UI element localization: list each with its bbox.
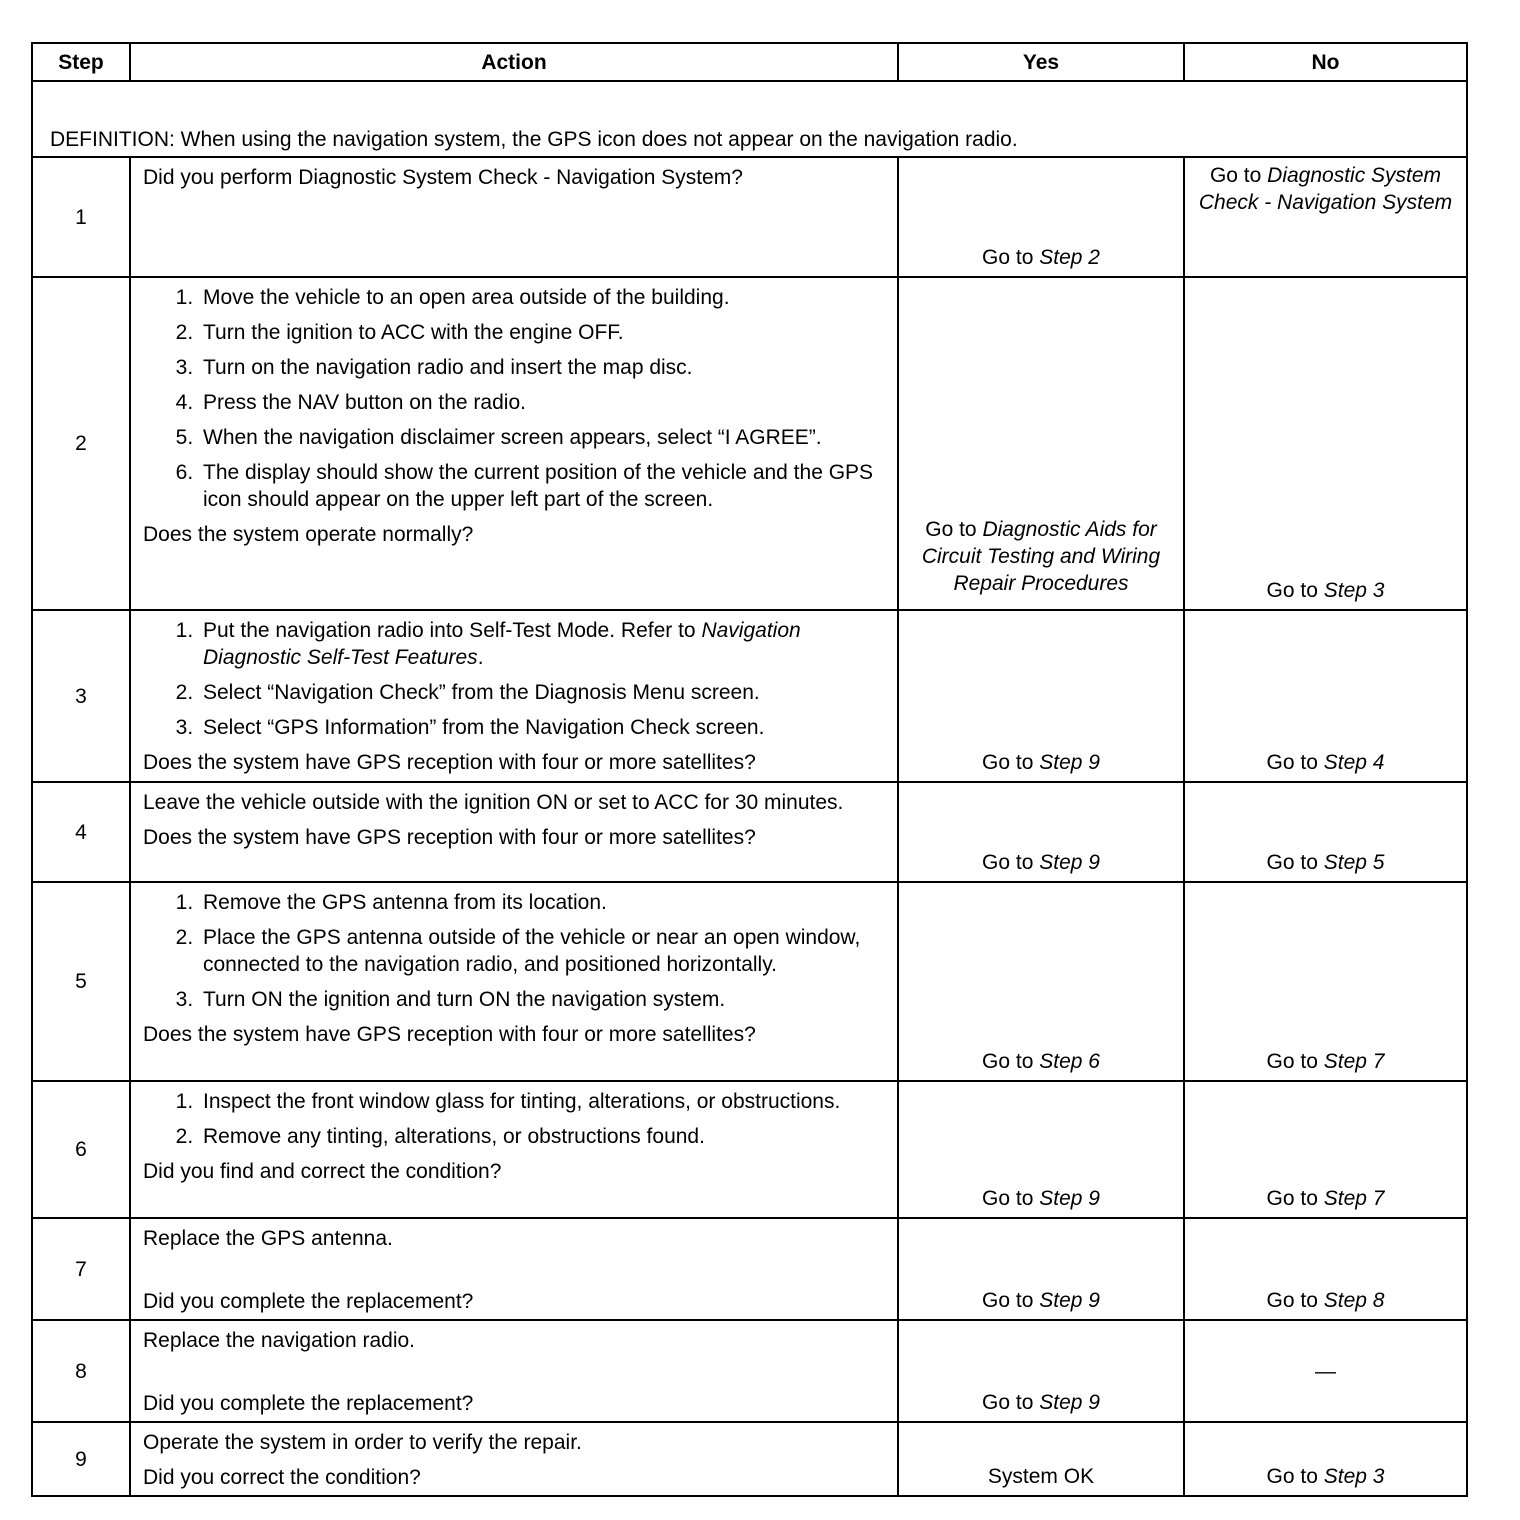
yes-cell: Go to Step 9 <box>898 1320 1184 1422</box>
step-question: Does the system have GPS reception with four or more satellites? <box>143 826 756 849</box>
action-cell <box>130 1081 898 1218</box>
step-row-9 <box>32 1422 1467 1496</box>
no-link[interactable]: Diagnostic System Check - Navigation System <box>1198 164 1453 214</box>
step-instruction: Replace the GPS antenna. <box>143 1227 393 1250</box>
yes-link[interactable]: Step 2 <box>1039 246 1100 269</box>
yes-cell: Go to Step 9 <box>898 610 1184 782</box>
yes-cell: Go to Diagnostic Aids for Circuit Testing and Wiring Repair Procedures <box>898 277 1184 610</box>
step-instruction: Leave the vehicle outside with the ignition ON or set to ACC for 30 minutes. <box>143 791 844 814</box>
step-row-5 <box>32 882 1467 1081</box>
action-cell <box>130 1218 898 1320</box>
yes-cell: Go to Step 9 <box>898 1218 1184 1320</box>
step-row-8 <box>32 1320 1467 1422</box>
step-row-1 <box>32 157 1467 277</box>
no-cell: Go to Diagnostic System Check - Navigation System <box>1184 157 1467 277</box>
definition-text: DEFINITION: When using the navigation system, the GPS icon does not appear on the navigation radio. <box>50 128 1018 151</box>
header-row <box>32 43 1467 81</box>
no-cell: Go to Step 3 <box>1184 277 1467 610</box>
header-action: Action <box>130 43 898 81</box>
step-row-7 <box>32 1218 1467 1320</box>
step-question: Does the system have GPS reception with four or more satellites? <box>143 751 756 774</box>
no-link[interactable]: Step 3 <box>1323 579 1385 602</box>
list-item: 1. Remove the GPS antenna from its location. <box>199 889 887 916</box>
list-item: 1. Move the vehicle to an open area outside of the building. <box>199 284 887 311</box>
header-step: Step <box>32 43 130 81</box>
step-row-3 <box>32 610 1467 782</box>
yes-link[interactable]: Step 9 <box>1039 1391 1100 1414</box>
action-cell <box>130 1422 898 1496</box>
step-row-2 <box>32 277 1467 610</box>
step-question: Does the system have GPS reception with four or more satellites? <box>143 1023 756 1046</box>
step-question: Does the system operate normally? <box>143 523 474 546</box>
action-cell <box>130 882 898 1081</box>
yes-cell: Go to Step 9 <box>898 1081 1184 1218</box>
action-cell <box>130 610 898 782</box>
step-number: 3 <box>32 610 130 782</box>
step-number: 5 <box>32 882 130 1081</box>
step-number: 8 <box>32 1320 130 1422</box>
step-row-6 <box>32 1081 1467 1218</box>
list-item: 2. Select “Navigation Check” from the Diagnosis Menu screen. <box>199 679 887 706</box>
no-cell: Go to Step 8 <box>1184 1218 1467 1320</box>
list-item: 2. Place the GPS antenna outside of the vehicle or near an open window, connected to the navigation radio, and positioned horizontally. <box>199 924 887 978</box>
diagnostic-table <box>31 42 1468 1497</box>
yes-link[interactable]: Step 9 <box>1039 1289 1100 1312</box>
step-number: 6 <box>32 1081 130 1218</box>
instruction-list <box>143 1088 887 1150</box>
list-item: 2. Turn the ignition to ACC with the engine OFF. <box>199 319 887 346</box>
no-cell: Go to Step 4 <box>1184 610 1467 782</box>
instruction-list <box>143 889 887 1013</box>
header-no: No <box>1184 43 1467 81</box>
action-cell <box>130 277 898 610</box>
no-cell: Go to Step 5 <box>1184 782 1467 882</box>
action-cell <box>130 157 898 277</box>
list-item: 2. Remove any tinting, alterations, or obstructions found. <box>199 1123 887 1150</box>
no-link[interactable]: Step 7 <box>1323 1050 1385 1073</box>
no-cell: Go to Step 7 <box>1184 882 1467 1081</box>
definition-row <box>32 81 1467 157</box>
list-item: 6. The display should show the current position of the vehicle and the GPS icon should appear on the upper left part of the screen. <box>199 459 887 513</box>
step-question: Did you perform Diagnostic System Check - Navigation System? <box>143 166 743 189</box>
no-link[interactable]: Step 5 <box>1323 851 1385 874</box>
step-question: Did you complete the replacement? <box>143 1290 474 1313</box>
step-number: 4 <box>32 782 130 882</box>
list-item: 3. Turn on the navigation radio and insert the map disc. <box>199 354 887 381</box>
no-cell: Go to Step 7 <box>1184 1081 1467 1218</box>
instruction-list <box>143 284 887 513</box>
step-question: Did you complete the replacement? <box>143 1392 474 1415</box>
yes-cell <box>898 1422 1184 1496</box>
no-cell <box>1184 1320 1467 1422</box>
action-cell <box>130 782 898 882</box>
yes-cell: Go to Step 2 <box>898 157 1184 277</box>
yes-link[interactable]: Step 9 <box>1039 1187 1100 1210</box>
no-dash: — <box>1315 1359 1336 1383</box>
yes-link[interactable]: Diagnostic Aids for Circuit Testing and Wiring Repair Procedures <box>921 518 1161 595</box>
yes-link[interactable]: Step 6 <box>1039 1050 1100 1073</box>
list-item: 3. Select “GPS Information” from the Navigation Check screen. <box>199 714 887 741</box>
action-cell <box>130 1320 898 1422</box>
list-item: 1. Put the navigation radio into Self-Test Mode. Refer to Navigation Diagnostic Self-Test Features. <box>199 617 887 671</box>
yes-result: System OK <box>987 1465 1095 1488</box>
step-instruction: Replace the navigation radio. <box>143 1329 416 1352</box>
no-cell: Go to Step 3 <box>1184 1422 1467 1496</box>
yes-cell: Go to Step 6 <box>898 882 1184 1081</box>
list-item: 3. Turn ON the ignition and turn ON the navigation system. <box>199 986 887 1013</box>
no-link[interactable]: Step 4 <box>1323 751 1385 774</box>
step-question: Did you find and correct the condition? <box>143 1160 502 1183</box>
step-number: 9 <box>32 1422 130 1496</box>
header-yes: Yes <box>898 43 1184 81</box>
list-item: 1. Inspect the front window glass for tinting, alterations, or obstructions. <box>199 1088 887 1115</box>
step-number: 2 <box>32 277 130 610</box>
no-link[interactable]: Step 8 <box>1323 1289 1385 1312</box>
no-link[interactable]: Step 7 <box>1323 1187 1385 1210</box>
step-row-4 <box>32 782 1467 882</box>
step-instruction: Operate the system in order to verify the repair. <box>143 1431 582 1454</box>
step-number: 7 <box>32 1218 130 1320</box>
step-number: 1 <box>32 157 130 277</box>
list-item: 5. When the navigation disclaimer screen appears, select “I AGREE”. <box>199 424 887 451</box>
yes-link[interactable]: Step 9 <box>1039 851 1100 874</box>
instruction-list <box>143 617 887 741</box>
step-question: Did you correct the condition? <box>143 1466 421 1489</box>
reference-link[interactable]: Navigation Diagnostic Self-Test Features <box>203 619 801 669</box>
yes-link[interactable]: Step 9 <box>1039 751 1100 774</box>
no-link[interactable]: Step 3 <box>1323 1465 1385 1488</box>
list-item: 4. Press the NAV button on the radio. <box>199 389 887 416</box>
yes-cell: Go to Step 9 <box>898 782 1184 882</box>
